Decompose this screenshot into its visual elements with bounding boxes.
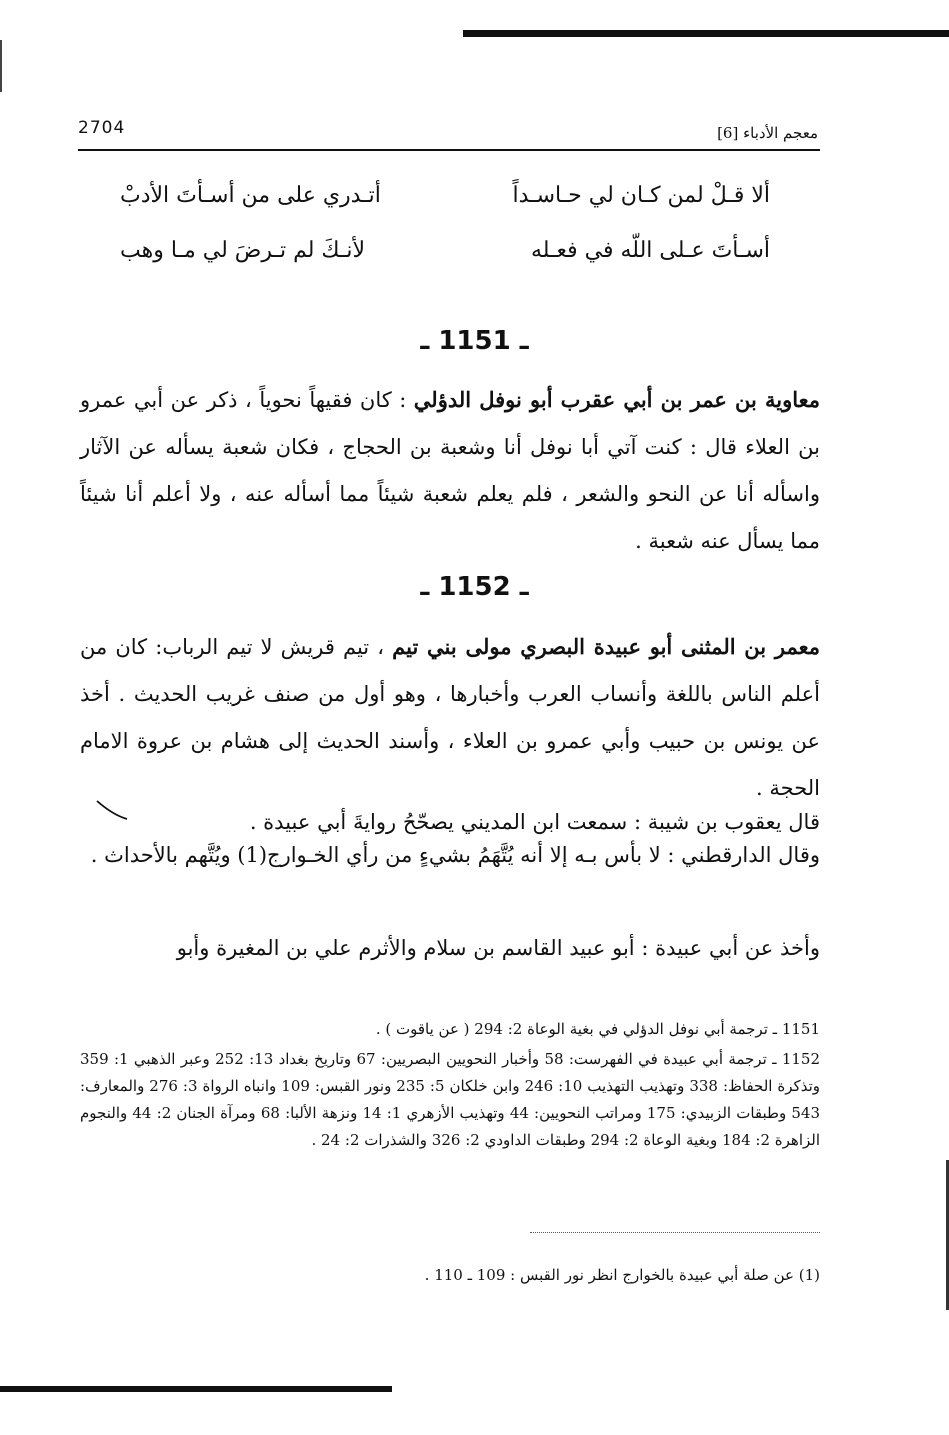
- scan-edge-top: [463, 30, 949, 37]
- entry-paragraph: [80, 623, 820, 812]
- header-rule: [78, 149, 820, 151]
- verse-hemistich-first: أسـأتَ عـلى اللّه في فعـله: [531, 238, 770, 263]
- scan-edge-left: [0, 40, 2, 92]
- entry-number: ـ 1151 ـ: [420, 326, 529, 356]
- entry-paragraph: وأخذ عن أبي عبيدة : أبو عبيد القاسم بن سلام والأثرم علي بن المغيرة وأبو: [176, 936, 820, 960]
- footnote-divider: [530, 1232, 820, 1235]
- entry-text: : كان فقيهاً نحوياً ، ذكر عن أبي عمرو بن العلاء قال : كنت آتي أبا نوفل أنا وشعبة بن الحجاج ، فكان شعبة يسأله عن الآثار واسأله أنا عن النحو والشعر ، فلم يعلم شعبة شيئاً مما أسأله عنه ، ولا أعلم أنا شيئاً مما يسأل عنه شعبة .: [80, 388, 820, 553]
- footnote: (1) عن صلة أبي عبيدة بالخوارج انظر نور القبس : 109 ـ 110 .: [424, 1266, 820, 1284]
- entry-name: معمر بن المثنى أبو عبيدة البصري مولى بني تيم: [392, 634, 820, 659]
- entry-paragraph: [80, 376, 820, 565]
- scan-edge-bottom: [0, 1386, 392, 1392]
- running-title: معجم الأدباء [6]: [717, 124, 818, 142]
- verse-hemistich-second: لأنـكَ لم تـرضَ لي مـا وهب: [120, 238, 366, 263]
- page-header: [78, 110, 818, 150]
- entry-paragraph: وقال الدارقطني : لا بأس بـه إلا أنه يُتَّهَمُ بشيءٍ من رأي الخـوارج(1) ويُتَّهم بالأحداث .: [90, 843, 820, 867]
- verse-line: [120, 183, 770, 227]
- entry-name: معاوية بن عمر بن أبي عقرب أبو نوفل الدؤلي: [413, 387, 820, 412]
- footnote: 1152 ـ ترجمة أبي عبيدة في الفهرست: 58 وأخبار النحويين البصريين: 67 وتاريخ بغداد 13: 252 وعبر الذهبي 1: 359 وتذكرة الحفاظ: 338 وتهذيب التهذيب 10: 246 وابن خلكان 5: 235 ونور القبس: 109 وانباه الرواة 3: 276 والمعارف: 543 وطبقات الزبيدي: 175 ومراتب النحويين: 44 وتهذيب الأزهري 1: 14 ونزهة الألبا: 68 ومرآة الجنان 2: 44 والنجوم الزاهرة 2: 184 وبغية الوعاة 2: 294 وطبقات الداودي 2: 326 والشذرات 2: 24 .: [80, 1050, 820, 1149]
- page-number: 2704: [78, 118, 126, 138]
- verse-line: [120, 238, 770, 282]
- verse-hemistich-first: ألا قـلْ لمن كـان لي حـاسـداً: [512, 183, 770, 208]
- entry-paragraph: قال يعقوب بن شيبة : سمعت ابن المديني يصحّحُ روايةَ أبي عبيدة .: [249, 810, 820, 834]
- verse-hemistich-second: أتـدري على من أسـأتَ الأدبْ: [120, 183, 381, 208]
- entry-number: ـ 1152 ـ: [420, 572, 529, 602]
- footnote: 1151 ـ ترجمة أبي نوفل الدؤلي في بغية الوعاة 2: 294 ( عن ياقوت ) .: [375, 1020, 820, 1038]
- entry-text: ، تيم قريش لا تيم الرباب: كان من أعلم الناس باللغة وأنساب العرب وأخبارها ، وهو أول من صنف غريب الحديث . أخذ عن يونس بن حبيب وأبي عمرو بن العلاء ، وأسند الحديث إلى هشام بن عروة الامام الحجة .: [80, 635, 820, 800]
